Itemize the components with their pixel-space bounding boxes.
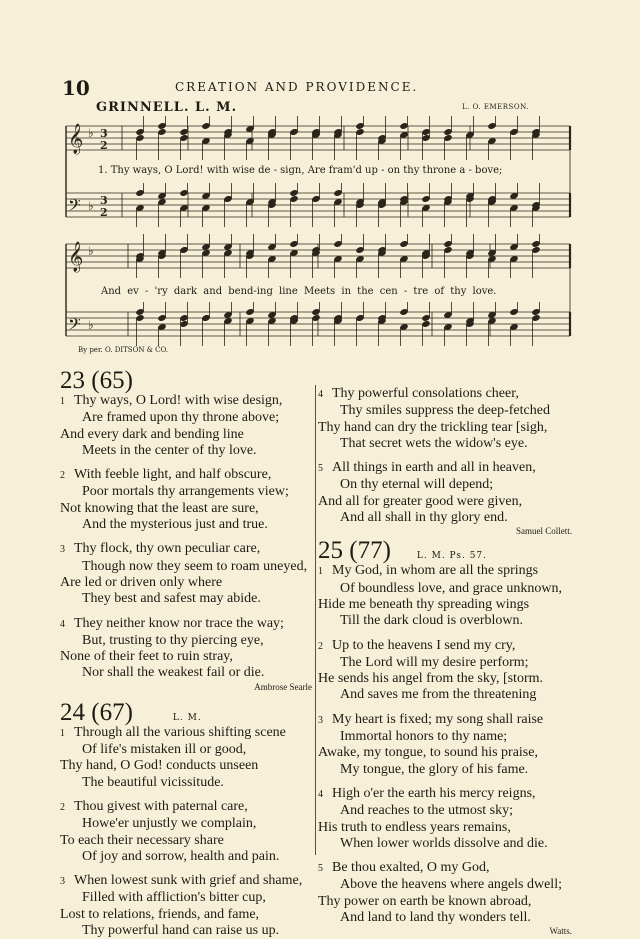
- stanza-line: [318, 671, 572, 687]
- stanza-line: [318, 494, 572, 510]
- verse-text: And all shall in thy glory end.: [340, 510, 508, 526]
- flat-sign-icon: ♭: [88, 199, 94, 213]
- treble-clef-icon: 𝄞: [68, 242, 84, 272]
- verse-text: Meets in the center of thy love.: [82, 442, 257, 458]
- verse-text: Nor shall the weakest fail or die.: [82, 665, 265, 681]
- stanza-line: [318, 894, 572, 910]
- hymn-23-number: 23 (65): [60, 367, 133, 394]
- verse-text: Thy flock, thy own peculiar care,: [74, 541, 261, 557]
- verse-text: And reaches to the utmost sky;: [340, 803, 514, 819]
- time-signature: 2: [100, 206, 108, 219]
- stanza-line: [318, 820, 572, 836]
- stanza-line: [318, 613, 572, 629]
- sheet-music: [0, 0, 640, 360]
- stanza-line: [318, 762, 572, 778]
- stanza-line: [60, 517, 312, 533]
- left-column: [60, 368, 312, 939]
- stanza-line: [60, 799, 312, 816]
- stanza-line: [318, 803, 572, 819]
- stanza-line: [60, 907, 312, 923]
- hymn-24-heading: [60, 700, 312, 725]
- verse-text: Thy powerful consolations cheer,: [332, 386, 519, 401]
- stanza-line: [60, 633, 312, 649]
- verse-text: Thy hand can dry the trickling tear [sigh,: [318, 419, 548, 435]
- verse-text: Thy power on earth be known abroad,: [318, 893, 532, 909]
- verse-number: 4: [318, 389, 323, 400]
- verse-text: Till the dark cloud is overblown.: [340, 613, 524, 629]
- verse-text: Above the heavens where angels dwell;: [340, 877, 562, 893]
- time-signature: 3: [100, 127, 108, 140]
- stanza-line: [318, 860, 572, 877]
- stanza-line: [318, 510, 572, 526]
- verse-text: They neither know nor trace the way;: [74, 615, 284, 631]
- verse-text: Through all the various shifting scene: [74, 724, 286, 740]
- tune-lyric-line-2: And ev - 'ry dark and bend-ing line Meets in the cen - tre of thy love.: [101, 286, 497, 297]
- verse-text: When lowest sunk with grief and shame,: [74, 873, 303, 889]
- stanza-line: [60, 427, 312, 443]
- stanza-line: [318, 687, 572, 703]
- stanza-line: [318, 563, 572, 580]
- stanza-line: [318, 403, 572, 419]
- stanza-line: [318, 745, 572, 761]
- verse-text: Are framed upon thy throne above;: [82, 410, 280, 426]
- stanza-line: [60, 649, 312, 665]
- verse-text: And all for greater good were given,: [318, 493, 523, 509]
- stanza-line: [318, 910, 572, 926]
- stanza-line: [318, 655, 572, 671]
- hymn-23-cont-author: Samuel Collett.: [516, 526, 572, 537]
- verse-number: 5: [318, 863, 323, 875]
- verse-text: He sends his angel from the sky, [storm.: [318, 671, 543, 687]
- verse-number: 3: [318, 714, 323, 726]
- verse-text: The Lord will my desire perform;: [340, 654, 529, 670]
- hymn-25-heading: [318, 538, 572, 563]
- stanza-line: [60, 501, 312, 517]
- verse-text: Up to the heavens I send my cry,: [332, 637, 516, 653]
- verse-text: The beautiful vicissitude.: [82, 774, 224, 790]
- verse-text: Though now they seem to roam uneyed,: [82, 558, 308, 574]
- verse-number: 1: [318, 566, 323, 578]
- verse-number: 2: [60, 801, 65, 813]
- verse-text: Are led or driven only where: [60, 574, 223, 590]
- stanza-line: [60, 742, 312, 758]
- verse-text: Of joy and sorrow, health and pain.: [82, 848, 280, 864]
- bass-clef-icon: 𝄢: [68, 195, 81, 219]
- stanza-line: [318, 477, 572, 493]
- verse-text: And every dark and bending line: [60, 426, 244, 442]
- verse-text: His truth to endless years remains,: [318, 819, 511, 835]
- stanza-line: [318, 638, 572, 655]
- hymn-24-number: 24 (67): [60, 698, 133, 726]
- flat-sign-icon: ♭: [88, 126, 94, 140]
- verse-text: Thy smiles suppress the deep-fetched: [340, 403, 550, 419]
- hymn-23-author: Ambrose Searle: [254, 681, 312, 692]
- verse-text: All things in earth and all in heaven,: [332, 460, 536, 476]
- hymn-25-stanzas: [318, 563, 572, 926]
- verse-number: 1: [60, 396, 65, 407]
- page-number: 10: [62, 76, 90, 100]
- verse-text: With feeble light, and half obscure,: [74, 467, 272, 483]
- stanza-line: [60, 616, 312, 633]
- verse-text: When lower worlds dissolve and die.: [340, 835, 548, 851]
- permission-note: By per. O. DITSON & CO.: [78, 346, 169, 354]
- verse-number: 4: [60, 618, 65, 630]
- hymn-24-stanzas: [60, 725, 312, 939]
- verse-text: Of boundless love, and grace unknown,: [340, 580, 563, 596]
- verse-number: 5: [318, 463, 323, 475]
- stanza-line: [60, 775, 312, 791]
- hymn-25-number: 25 (77): [318, 537, 391, 565]
- verse-text: Immortal honors to thy name;: [340, 729, 508, 745]
- verse-text: That secret wets the widow's eye.: [340, 435, 528, 451]
- verse-text: Be thou exalted, O my God,: [332, 860, 490, 876]
- verse-text: Awake, my tongue, to sound his praise,: [318, 745, 538, 761]
- verse-text: Not knowing that the least are sure,: [60, 500, 259, 516]
- verse-number: 3: [60, 544, 65, 556]
- verse-text: But, trusting to thy piercing eye,: [82, 632, 264, 648]
- verse-text: Thou givest with paternal care,: [74, 798, 248, 814]
- tune-lyric-line-1: 1. Thy ways, O Lord! with wise de - sign, Are fram'd up - on thy throne a - bove;: [98, 165, 503, 176]
- verse-text: Poor mortals thy arrangements view;: [82, 484, 289, 500]
- verse-text: Lost to relations, friends, and fame,: [60, 906, 260, 922]
- verse-text: They best and safest may abide.: [82, 591, 261, 607]
- stanza-line: [318, 386, 572, 403]
- treble-clef-icon: 𝄞: [68, 124, 84, 154]
- stanza-line: [318, 597, 572, 613]
- stanza-line: [318, 729, 572, 745]
- verse-text: And land to land thy wonders tell.: [340, 910, 531, 926]
- stanza-line: [60, 410, 312, 426]
- verse-text: My God, in whom are all the springs: [332, 563, 539, 579]
- stanza-line: [60, 591, 312, 607]
- stanza-line: [318, 786, 572, 803]
- verse-text: Filled with affliction's bitter cup,: [82, 890, 266, 906]
- verse-text: Hide me beneath thy spreading wings: [318, 596, 530, 612]
- stanza-line: [318, 581, 572, 597]
- bass-clef-icon: 𝄢: [68, 314, 81, 338]
- stanza-line: [60, 873, 312, 890]
- stanza-line: [318, 420, 572, 436]
- stanza-line: [60, 541, 312, 558]
- right-column: [318, 386, 572, 936]
- hymn-23-continued-stanzas: [318, 386, 572, 526]
- stanza-line: [318, 436, 572, 452]
- verse-text: Thy ways, O Lord! with wise design,: [74, 393, 283, 408]
- stanza-line: [60, 725, 312, 742]
- hymn-24-meter: L. M.: [172, 712, 202, 723]
- verse-number: 1: [60, 727, 65, 739]
- stanza-line: [60, 559, 312, 575]
- stanza-line: [318, 712, 572, 729]
- stanza-line: [60, 816, 312, 832]
- verse-number: 3: [60, 876, 65, 888]
- stanza-line: [318, 836, 572, 852]
- verse-text: High o'er the earth his mercy reigns,: [332, 785, 536, 801]
- verse-text: My tongue, the glory of his fame.: [340, 761, 529, 777]
- stanza-line: [318, 460, 572, 477]
- flat-sign-icon: ♭: [88, 318, 94, 332]
- stanza-line: [60, 393, 312, 410]
- time-signature: 3: [100, 194, 108, 207]
- verse-text: Of life's mistaken ill or good,: [82, 742, 247, 758]
- verse-text: On thy eternal will depend;: [340, 477, 494, 493]
- verse-text: And the mysterious just and true.: [82, 517, 268, 533]
- verse-text: Thy powerful hand can raise us up.: [82, 923, 280, 939]
- stanza-line: [60, 923, 312, 939]
- verse-text: And saves me from the threatening: [340, 687, 537, 703]
- stanza-line: [60, 467, 312, 484]
- stanza-line: [60, 890, 312, 906]
- stanza-line: [60, 443, 312, 459]
- stanza-line: [60, 665, 312, 681]
- verse-number: 4: [318, 788, 323, 800]
- flat-sign-icon: ♭: [88, 244, 94, 258]
- verse-text: To each their necessary share: [60, 832, 224, 848]
- verse-text: Thy hand, O God! conducts unseen: [60, 758, 259, 774]
- stanza-line: [60, 484, 312, 500]
- tune-name: GRINNELL. L. M.: [96, 100, 238, 115]
- hymn-25-author: Watts.: [549, 926, 572, 937]
- composer: L. O. EMERSON.: [462, 103, 529, 111]
- time-signature: 2: [100, 139, 108, 152]
- verse-text: None of their feet to ruin stray,: [60, 649, 233, 665]
- running-head: CREATION AND PROVIDENCE.: [175, 80, 419, 94]
- stanza-line: [60, 758, 312, 774]
- hymn-23-stanzas: [60, 393, 312, 682]
- verse-text: My heart is fixed; my song shall raise: [332, 711, 544, 727]
- verse-number: 2: [318, 640, 323, 652]
- stanza-line: [60, 575, 312, 591]
- stanza-line: [60, 849, 312, 865]
- stanza-line: [60, 833, 312, 849]
- verse-number: 2: [60, 470, 65, 482]
- column-divider: [315, 385, 316, 855]
- hymn-25-meter: L. M. Ps. 57.: [416, 551, 488, 562]
- stanza-line: [318, 877, 572, 893]
- verse-text: Howe'er unjustly we complain,: [82, 816, 257, 832]
